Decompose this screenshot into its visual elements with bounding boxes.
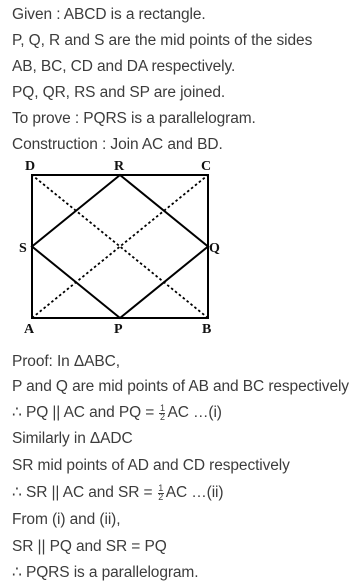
label-c: C	[201, 159, 212, 174]
rectangle-figure	[0, 156, 364, 338]
diagonal-ac	[32, 175, 208, 318]
given-midpoints-line: P, Q, R and S are the mid points of the sides	[12, 32, 313, 49]
label-r: R	[114, 159, 125, 174]
given-joined-line: PQ, QR, RS and SP are joined.	[12, 84, 226, 101]
proof-from-line: From (i) and (ii),	[12, 511, 121, 528]
label-b: B	[202, 322, 212, 337]
conclusion-line: ∴ PQRS is a parallelogram.	[12, 564, 199, 581]
proof-midpoints-line: P and Q are mid points of AB and BC respectively	[12, 378, 349, 395]
construction-line: Construction : Join AC and BD.	[12, 136, 223, 153]
half-fraction: $\frac{1}{2}$	[158, 483, 164, 502]
label-p: P	[114, 322, 123, 337]
proof-similarly-line: Similarly in ΔADC	[12, 430, 133, 447]
proof-pq-text: ∴ PQ || AC and PQ =	[12, 404, 159, 421]
diagonal-bd	[32, 175, 208, 318]
proof-equal-line: SR || PQ and SR = PQ	[12, 538, 167, 555]
proof-pq-line	[12, 403, 222, 423]
label-s: S	[19, 241, 27, 256]
rectangle-abcd	[32, 175, 208, 318]
label-q: Q	[209, 241, 220, 256]
proof-sr-text: ∴ SR || AC and SR =	[12, 484, 157, 501]
proof-pq-text-end: AC …(i)	[167, 404, 222, 421]
given-line: Given : ABCD is a rectangle.	[12, 6, 206, 23]
given-sides-line: AB, BC, CD and DA respectively.	[12, 58, 236, 75]
to-prove-line: To prove : PQRS is a parallelogram.	[12, 110, 256, 127]
label-d: D	[25, 159, 36, 174]
label-a: A	[24, 322, 35, 337]
half-fraction: $\frac{1}{2}$	[160, 403, 165, 422]
proof-heading-line: Proof: In ΔABC,	[12, 353, 120, 370]
proof-sr-text-end: AC …(ii)	[165, 484, 224, 501]
proof-sr-midpoints-line: SR mid points of AD and CD respectively	[12, 457, 290, 474]
proof-sr-line	[12, 483, 223, 503]
parallelogram-pqrs	[32, 175, 208, 318]
